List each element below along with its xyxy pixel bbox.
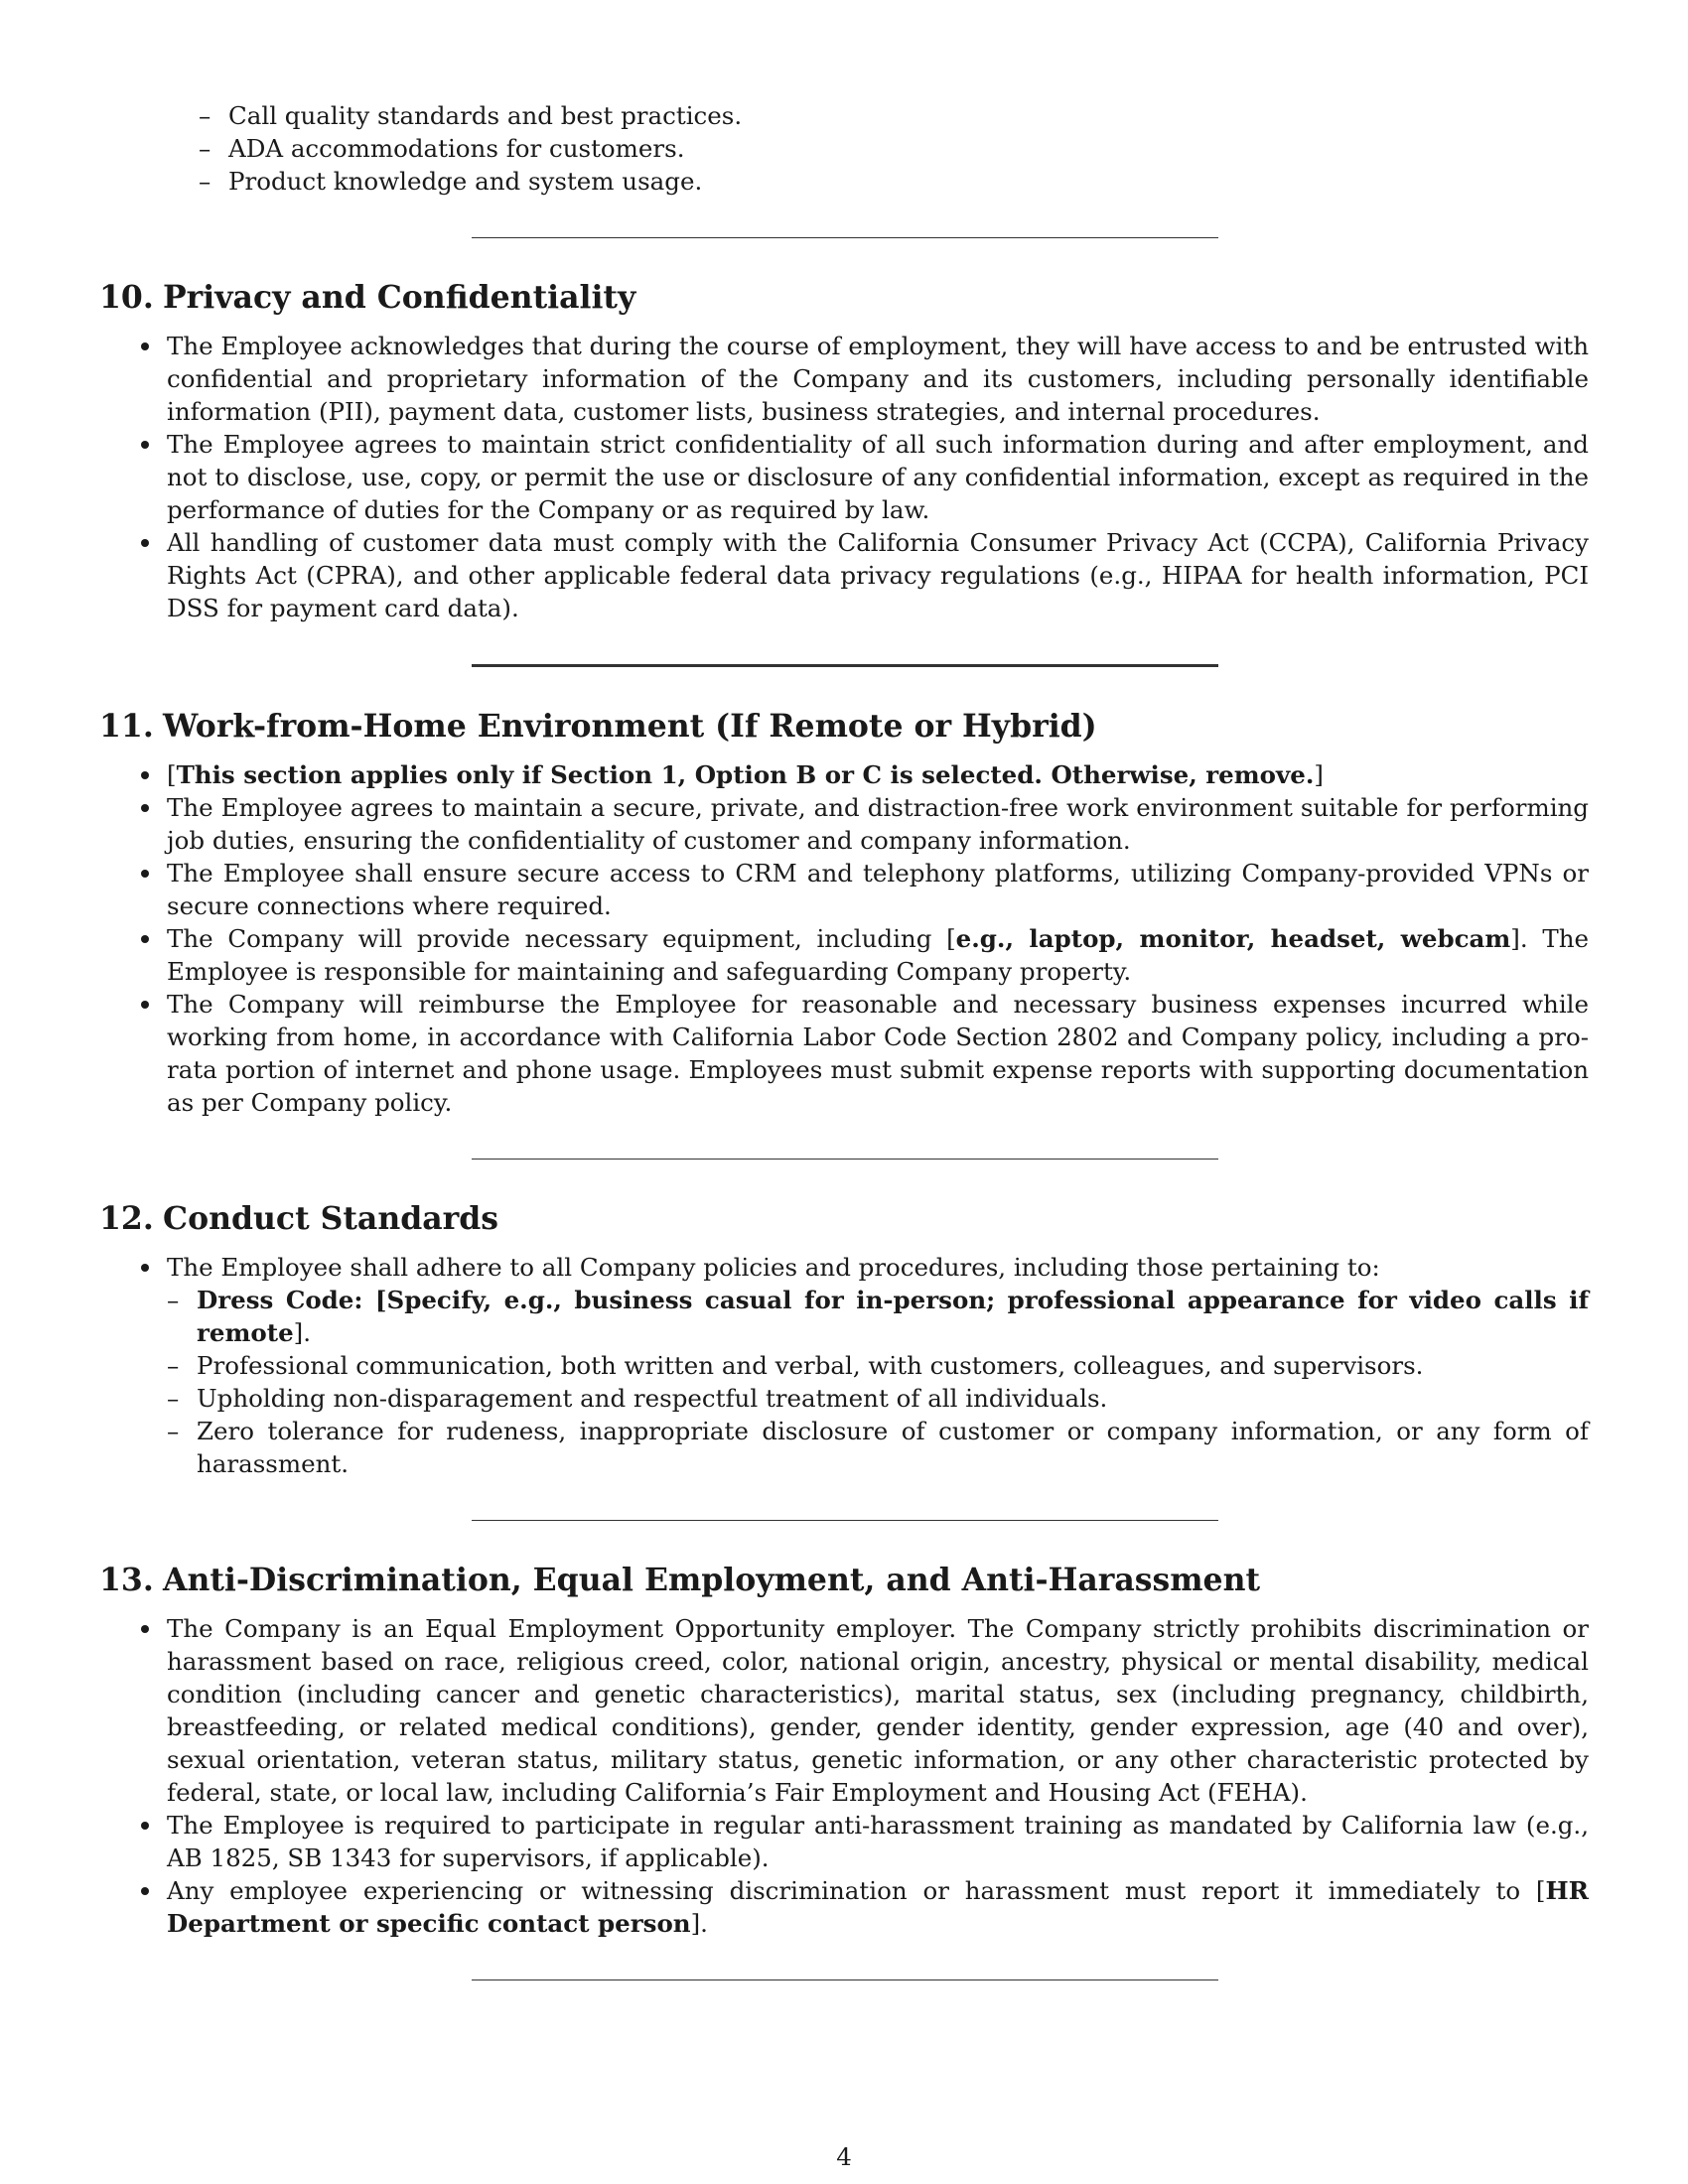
continued-sub-list (99, 99, 1589, 198)
section-12-list (99, 1251, 1589, 1480)
list-item: The Employee agrees to maintain a secure, private, and distraction-free work environment suitable for performing job duties, ensuring the confidentiality of customer and company information. (139, 791, 1589, 857)
bold-placeholder: HR Department or specific contact person (167, 1876, 1589, 1938)
list-item: All handling of customer data must comply with the California Consumer Privacy Act (CCPA), California Privacy Rights Act (CPRA), and other applicable federal data privacy regulations (e.g., HIPAA for health information, PCI DSS for payment card data). (139, 526, 1589, 624)
sub-list-item: – Upholding non-disparagement and respectful treatment of all individuals. (167, 1382, 1589, 1415)
section-13-list (99, 1612, 1589, 1940)
section-10-heading (99, 278, 1589, 318)
bold-placeholder: e.g., laptop, monitor, headset, webcam (955, 924, 1511, 953)
section-number: 13. (99, 1562, 154, 1598)
nested-sub-list (167, 1284, 1589, 1480)
sub-list-item: – Zero tolerance for rudeness, inappropriate disclosure of customer or company information, or any form of harassment. (167, 1415, 1589, 1480)
section-title: Anti-Discrimination, Equal Employment, and Anti-Harassment (163, 1562, 1261, 1598)
section-10-list (99, 330, 1589, 624)
list-item: The Company will provide necessary equipment, including [e.g., laptop, monitor, headset, webcam]. The Employee is responsible for maintaining and safeguarding Company property. (139, 922, 1589, 988)
section-number: 11. (99, 708, 154, 745)
section-divider (472, 1520, 1218, 1521)
section-title: Conduct Standards (163, 1200, 499, 1237)
section-divider (472, 1159, 1218, 1160)
list-item: Any employee experiencing or witnessing discrimination or harassment must report it immediately to [HR Department or specific contact person]. (139, 1874, 1589, 1940)
section-11-list (99, 758, 1589, 1119)
section-divider (472, 237, 1218, 238)
page-number: 4 (836, 2142, 852, 2171)
section-number: 12. (99, 1200, 154, 1237)
sub-list-item: – Call quality standards and best practices. (199, 99, 1589, 132)
bold-placeholder: Dress Code: [Specify, e.g., business casual for in-person; professional appearance for video calls if remote (197, 1286, 1589, 1347)
list-item: The Employee shall adhere to all Company policies and procedures, including those pertaining to: – Dress Code: [Specify, e.g., business casual for in-person; professional appearance for video calls if remote]. – Professional communication, both written and verbal, with customers, colleagues, and supervisors. – Upholding non-disparagement and respectful treatment of all individuals. – Zero tolerance for rudeness, inappropriate disclosure of customer or company information, or any form of harassment. (139, 1251, 1589, 1480)
section-title: Work-from-Home Environment (If Remote or Hybrid) (163, 708, 1097, 745)
section-13-heading (99, 1561, 1589, 1600)
list-item: The Employee shall ensure secure access to CRM and telephony platforms, utilizing Company-provided VPNs or secure connections where required. (139, 857, 1589, 922)
list-item: The Employee acknowledges that during the course of employment, they will have access to and be entrusted with confidential and proprietary information of the Company and its customers, including personally identifiable information (PII), payment data, customer lists, business strategies, and internal procedures. (139, 330, 1589, 428)
list-item: The Company is an Equal Employment Opportunity employer. The Company strictly prohibits discrimination or harassment based on race, religious creed, color, national origin, ancestry, physical or mental disability, medical condition (including cancer and genetic characteristics), marital status, sex (including pregnancy, childbirth, breastfeeding, or related medical conditions), gender, gender identity, gender expression, age (40 and over), sexual orientation, veteran status, military status, genetic information, or any other characteristic protected by federal, state, or local law, including California’s Fair Employment and Housing Act (FEHA). (139, 1612, 1589, 1809)
section-11-heading (99, 707, 1589, 747)
sub-list-item: – ADA accommodations for customers. (199, 132, 1589, 165)
section-divider (472, 664, 1218, 667)
list-item: The Employee agrees to maintain strict confidentiality of all such information during and after employment, and not to disclose, use, copy, or permit the use or disclosure of any confidential information, except as required in the performance of duties for the Company or as required by law. (139, 428, 1589, 526)
section-12-heading (99, 1199, 1589, 1239)
bold-placeholder: This section applies only if Section 1, Option B or C is selected. Otherwise, remove. (176, 760, 1315, 789)
section-title: Privacy and Confidentiality (163, 279, 636, 316)
sub-list-item: – Dress Code: [Specify, e.g., business casual for in-person; professional appearance for video calls if remote]. (167, 1284, 1589, 1349)
list-item: [This section applies only if Section 1, Option B or C is selected. Otherwise, remove.] (139, 758, 1589, 791)
section-number: 10. (99, 279, 154, 316)
document-page (99, 99, 1589, 1980)
sub-list-item: – Product knowledge and system usage. (199, 165, 1589, 198)
list-item: The Employee is required to participate in regular anti-harassment training as mandated by California law (e.g., AB 1825, SB 1343 for supervisors, if applicable). (139, 1809, 1589, 1874)
list-item: The Company will reimburse the Employee for reasonable and necessary business expenses incurred while working from home, in accordance with California Labor Code Section 2802 and Company policy, including a pro-rata portion of internet and phone usage. Employees must submit expense reports with supporting documentation as per Company policy. (139, 988, 1589, 1119)
section-divider (472, 1979, 1218, 1980)
sub-list-item: – Professional communication, both written and verbal, with customers, colleagues, and supervisors. (167, 1349, 1589, 1382)
